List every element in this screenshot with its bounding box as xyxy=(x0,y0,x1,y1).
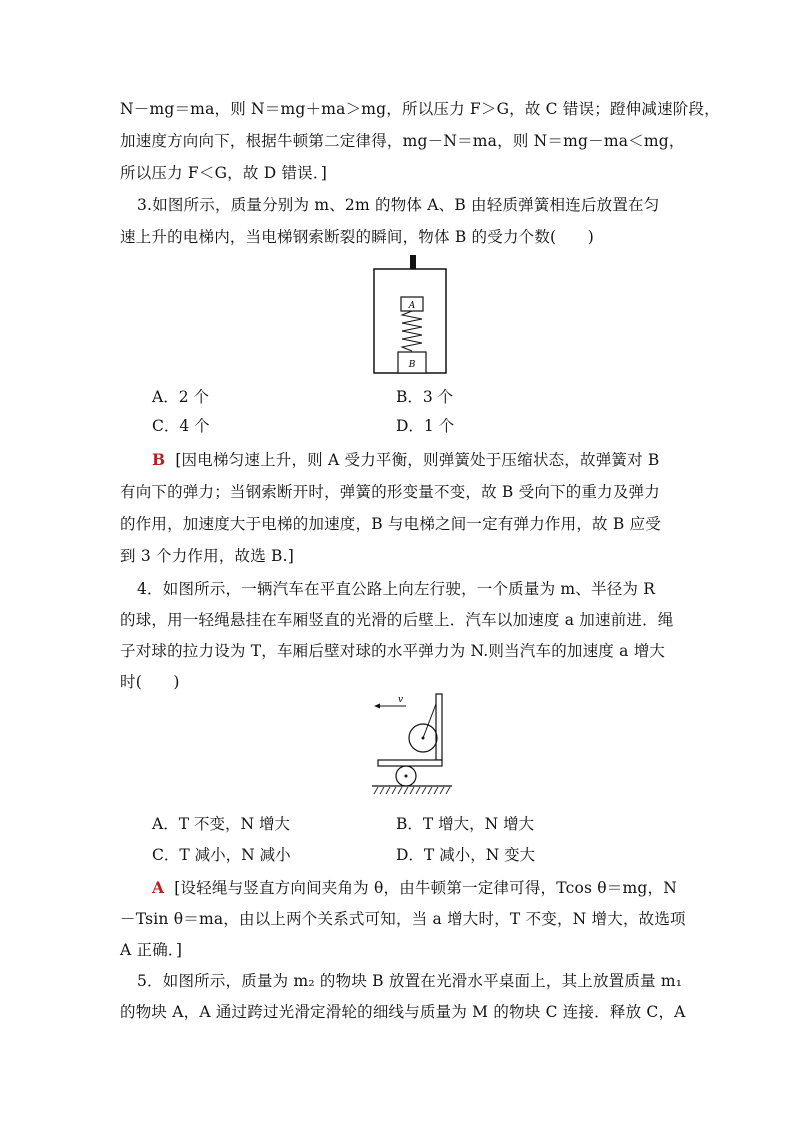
q4-car-figure xyxy=(366,690,458,802)
q3-explanation-text-1: [因电梯匀速上升，则 A 受力平衡，则弹簧处于压缩状态，故弹簧对 B xyxy=(175,451,660,469)
q5-stem-line-2: 的物块 A，A 通过跨过光滑定滑轮的细线与质量为 M 的物块 C 连接．释放 C，A xyxy=(120,1003,686,1021)
q3-elevator-figure xyxy=(370,255,450,377)
q3-stem-line-2: 速上升的电梯内，当电梯钢索断裂的瞬间，物体 B 的受力个数( ) xyxy=(120,228,594,246)
q3-stem-line-1: 3.如图所示，质量分别为 m、2m 的物体 A、B 由轻质弹簧相连后放置在匀 xyxy=(137,196,660,214)
q4-option-c: C．T 减小，N 减小 xyxy=(152,846,291,864)
q3-explanation-line-1 xyxy=(152,448,660,470)
prev-explanation-line-3: 所以压力 F＜G，故 D 错误．] xyxy=(120,164,328,182)
q3-block-a-label: A xyxy=(408,301,416,311)
q4-explanation-line-3: A 正确．] xyxy=(120,941,183,959)
q3-option-c: C．4 个 xyxy=(152,417,210,435)
q4-answer: A xyxy=(152,878,165,897)
prev-explanation-line-2: 加速度方向向下，根据牛顿第二定律得，mg－N＝ma，则 N＝mg－ma＜mg， xyxy=(120,132,685,150)
q5-stem-line-1: 5．如图所示，质量为 m₂ 的物块 B 放置在光滑水平桌面上，其上放置质量 m₁ xyxy=(137,972,683,990)
q3-block-b-label: B xyxy=(408,360,416,370)
q3-explanation-line-3: 的作用，加速度大于电梯的加速度，B 与电梯之间一定有弹力作用，故 B 应受 xyxy=(120,515,661,533)
q4-option-d: D．T 减小，N 变大 xyxy=(396,846,536,864)
q4-stem-line-2: 的球，用一轻绳悬挂在车厢竖直的光滑的后壁上．汽车以加速度 a 加速前进．绳 xyxy=(120,611,674,629)
q4-option-a: A．T 不变，N 增大 xyxy=(152,815,290,833)
q3-answer: B xyxy=(152,450,166,469)
q4-option-b: B．T 增大，N 增大 xyxy=(396,815,535,833)
q3-explanation-line-4: 到 3 个力作用，故选 B.] xyxy=(120,547,295,565)
q3-option-a: A．2 个 xyxy=(152,388,209,406)
q4-stem-line-3: 子对球的拉力设为 T，车厢后壁对球的水平弹力为 N.则当汽车的加速度 a 增大 xyxy=(120,642,666,660)
prev-explanation-line-1: N－mg＝ma，则 N＝mg＋ma＞mg，所以压力 F＞G，故 C 错误；蹬伸减速阶段， xyxy=(120,100,720,118)
q3-option-b: B．3 个 xyxy=(396,388,454,406)
q4-explanation-line-1 xyxy=(152,876,677,898)
q4-velocity-label: v xyxy=(398,695,404,705)
q4-stem-line-4: 时( ) xyxy=(120,673,180,691)
q4-explanation-line-2: －Tsin θ＝ma，由以上两个关系式可知，当 a 增大时，T 不变，N 增大，故选项 xyxy=(120,910,686,928)
q4-stem-line-1: 4．如图所示，一辆汽车在平直公路上向左行驶，一个质量为 m、半径为 R xyxy=(137,580,656,598)
q4-explanation-text-1: [设轻绳与竖直方向间夹角为 θ，由牛顿第一定律可得，Tcos θ＝mg，N xyxy=(174,879,677,897)
q3-option-d: D．1 个 xyxy=(396,417,455,435)
q3-explanation-line-2: 有向下的弹力；当钢索断开时，弹簧的形变量不变，故 B 受向下的重力及弹力 xyxy=(120,483,660,501)
